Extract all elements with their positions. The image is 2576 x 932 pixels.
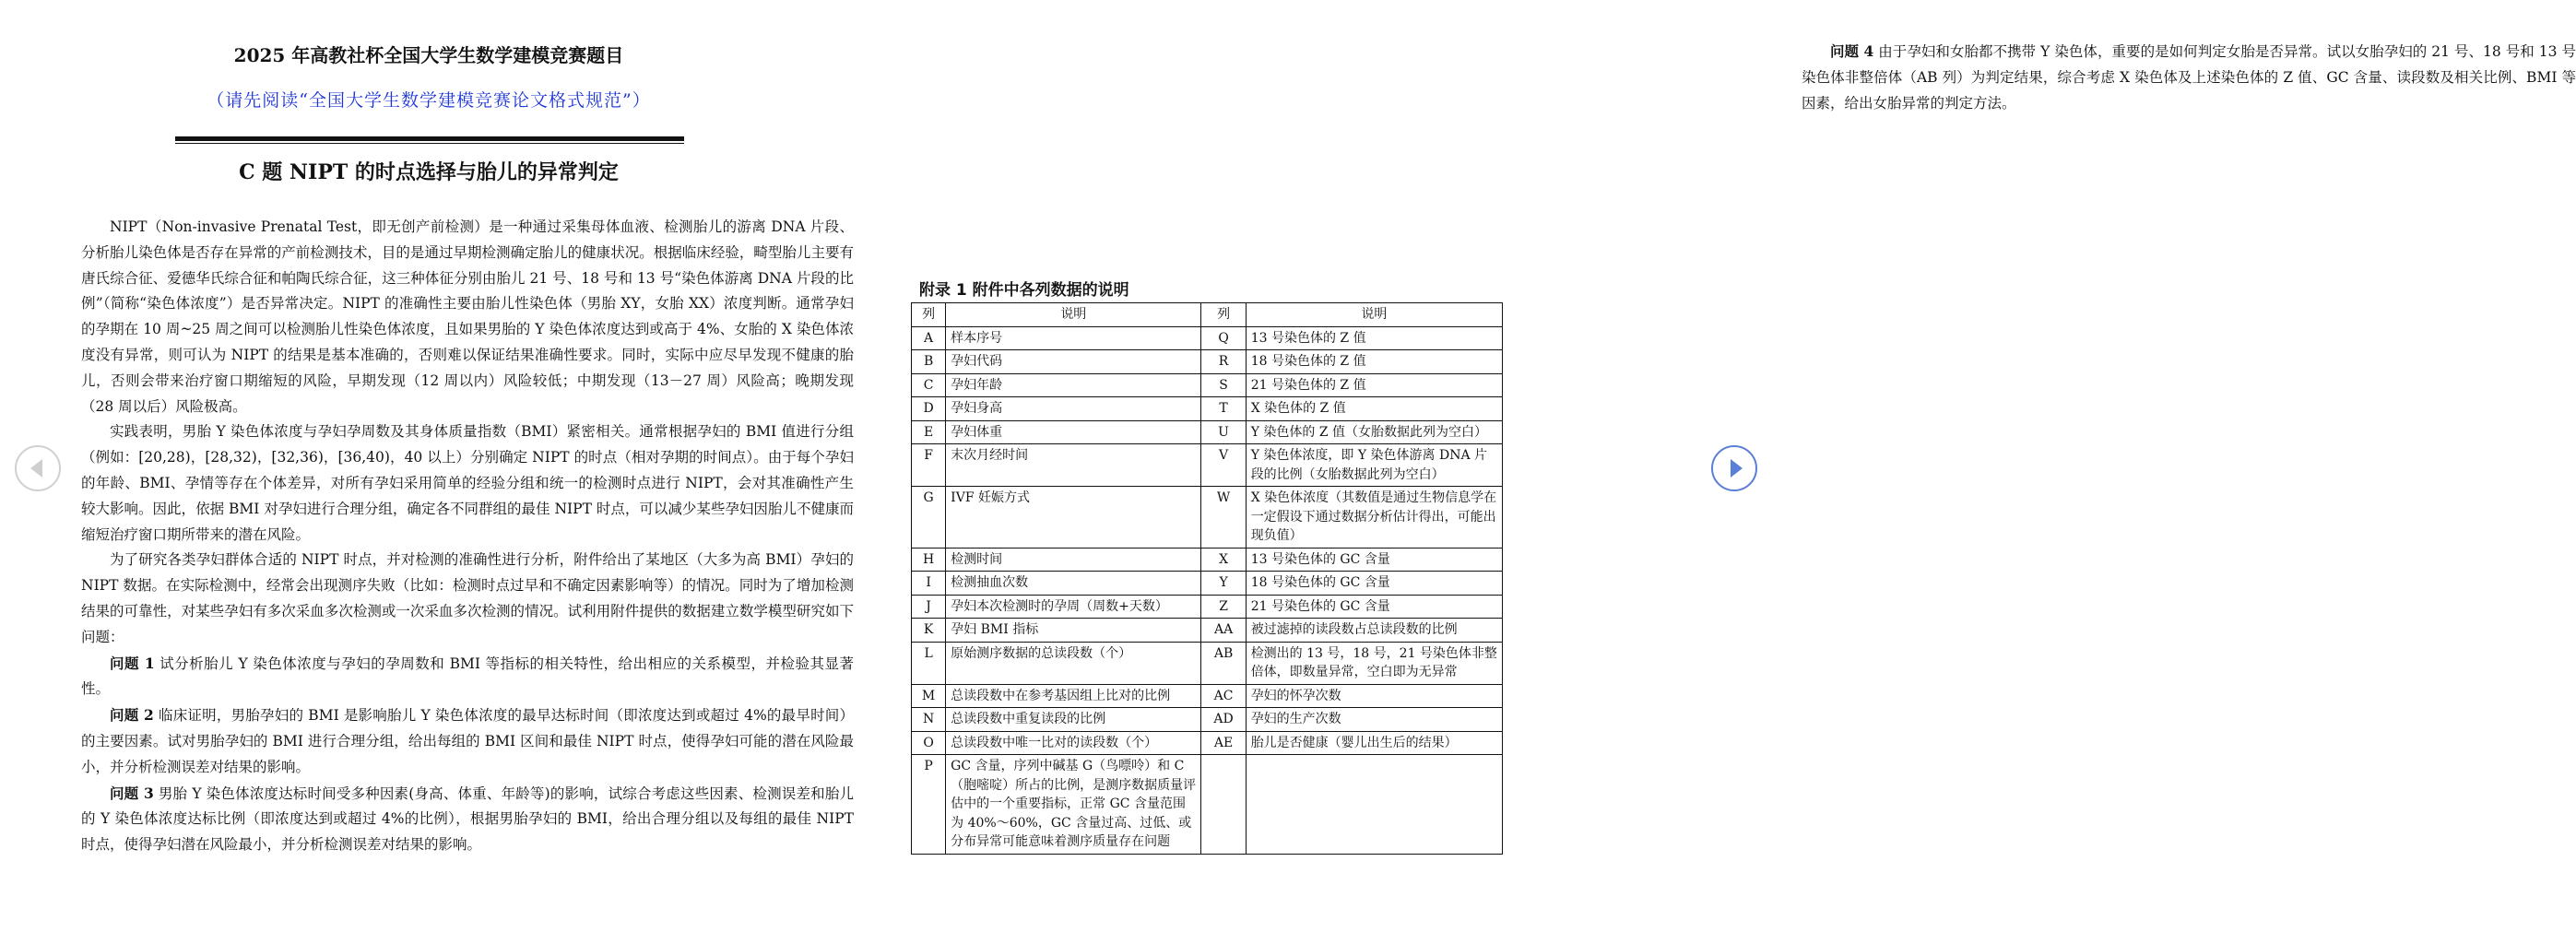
arrow-left-icon (30, 459, 42, 478)
column-letter: P (912, 755, 946, 855)
table-row (912, 487, 1503, 549)
column-letter: J (912, 595, 946, 619)
table-row (912, 731, 1503, 755)
contest-title: 2025 年高教社杯全国大学生数学建模竞赛题目 (233, 44, 624, 66)
table-body (912, 326, 1503, 854)
column-description: 原始测序数据的总读段数（个） (946, 642, 1201, 684)
table-row (912, 444, 1503, 487)
column-description: 样本序号 (946, 326, 1201, 350)
column-letter: B (912, 350, 946, 374)
column-description: 胎儿是否健康（婴儿出生后的结果） (1246, 731, 1502, 755)
column-description: 21 号染色体的 GC 含量 (1246, 595, 1502, 619)
table-row (912, 326, 1503, 350)
table-row (912, 397, 1503, 421)
column-description: 孕妇 BMI 指标 (946, 619, 1201, 643)
problem-title: C 题 NIPT 的时点选择与胎儿的异常判定 (239, 160, 619, 184)
paragraph: NIPT（Non-invasive Prenatal Test，即无创产前检测）是一种通过采集母体血液、检测胎儿的游离 DNA 片段、分析胎儿染色体是否存在异常的产前检测技术，目的是通过早期检测确定胎儿的健康状况。根据临床经验，畸型胎儿主要有唐氏综合征、爱德华氏综合征和帕陶氏综合征，这三种体征分别由胎儿 21 号、18 号和 13 号“染色体游离 DNA 片段的比例”（简称“染色体浓度”）是否异常决定。NIPT 的准确性主要由胎儿性染色体（男胎 XY，女胎 XX）浓度判断。通常孕妇的孕期在 10 周~25 周之间可以检测胎儿性染色体浓度，且如果男胎的 Y 染色体浓度达到或高于 4%、女胎的 X 染色体浓度没有异常，则可认为 NIPT 的结果是基本准确的，否则难以保证结果准确性要求。同时，实际中应尽早发现不健康的胎儿，否则会带来治疗窗口期缩短的风险，早期发现（12 周以内）风险较低；中期发现（13－27 周）风险高；晚期发现（28 周以后）风险极高。 (81, 218, 854, 415)
question-text: 临床证明，男胎孕妇的 BMI 是影响胎儿 Y 染色体浓度的最早达标时间（即浓度达到或超过 4%的最早时间）的主要因素。试对男胎孕妇的 BMI 进行合理分组，给出每组的 BMI 区间和最佳 NIPT 时点，使得孕妇可能的潜在风险最小，并分析检测误差对结果的影响。 (81, 707, 854, 775)
column-description: 总读段数中重复读段的比例 (946, 708, 1201, 732)
table-row (912, 548, 1503, 572)
question-label: 问题 3 (110, 784, 154, 802)
column-letter: X (1201, 548, 1246, 572)
column-description: IVF 妊娠方式 (946, 487, 1201, 549)
table-row (912, 684, 1503, 708)
question-2 (81, 702, 854, 780)
arrow-right-icon (1731, 459, 1743, 478)
column-description: 孕妇的生产次数 (1246, 708, 1502, 732)
table-row (912, 420, 1503, 444)
column-letter: Y (1201, 572, 1246, 596)
table-row (912, 373, 1503, 397)
column-description (1246, 755, 1502, 855)
table-header: 列 (912, 303, 946, 327)
table-row (912, 595, 1503, 619)
question-1 (81, 651, 854, 703)
column-letter: AC (1201, 684, 1246, 708)
column-description: 孕妇的怀孕次数 (1246, 684, 1502, 708)
column-description: 孕妇年龄 (946, 373, 1201, 397)
column-description: 检测时间 (946, 548, 1201, 572)
prev-page-button[interactable] (15, 445, 61, 491)
column-description: GC 含量，序列中碱基 G（鸟嘌呤）和 C（胞嘧啶）所占的比例，是测序数据质量评估中的一个重要指标，正常 GC 含量范围为 40%～60%，GC 含量过高、过低、或分布异常可能意味着测序质量存在问题 (946, 755, 1201, 855)
question-label: 问题 1 (110, 654, 155, 672)
column-description-table (911, 302, 1503, 855)
column-letter: D (912, 397, 946, 421)
column-letter: M (912, 684, 946, 708)
appendix-title: 附录 1 附件中各列数据的说明 (919, 281, 1129, 300)
column-letter: V (1201, 444, 1246, 487)
column-letter: O (912, 731, 946, 755)
column-description: 孕妇身高 (946, 397, 1201, 421)
column-description: X 染色体的 Z 值 (1246, 397, 1502, 421)
question-4 (1802, 39, 2576, 116)
table-header: 说明 (946, 303, 1201, 327)
column-letter: C (912, 373, 946, 397)
column-description: Y 染色体的 Z 值（女胎数据此列为空白） (1246, 420, 1502, 444)
column-description: 21 号染色体的 Z 值 (1246, 373, 1502, 397)
column-description: 被过滤掉的读段数占总读段数的比例 (1246, 619, 1502, 643)
format-notice: （请先阅读“全国大学生数学建模竞赛论文格式规范”） (207, 90, 651, 111)
column-description: 检测出的 13 号，18 号，21 号染色体非整倍体，即数量异常，空白即为无异常 (1246, 642, 1502, 684)
column-letter: I (912, 572, 946, 596)
page-left (0, 0, 885, 932)
title-rule (175, 136, 684, 141)
column-description: 13 号染色体的 Z 值 (1246, 326, 1502, 350)
column-letter: AA (1201, 619, 1246, 643)
question-3 (81, 781, 854, 858)
question-text: 由于孕妇和女胎都不携带 Y 染色体，重要的是如何判定女胎是否异常。试以女胎孕妇的 21 号、18 号和 13 号染色体非整倍体（AB 列）为判定结果，综合考虑 X 染色体及上述染色体的 Z 值、GC 含量、读段数及相关比例、BMI 等因素，给出女胎异常的判定方法。 (1802, 43, 2576, 112)
column-letter: AD (1201, 708, 1246, 732)
column-description: 总读段数中在参考基因组上比对的比例 (946, 684, 1201, 708)
column-letter: T (1201, 397, 1246, 421)
column-letter: Q (1201, 326, 1246, 350)
question-4-block (1802, 39, 2576, 116)
column-letter: A (912, 326, 946, 350)
column-letter: AB (1201, 642, 1246, 684)
problem-body (81, 215, 854, 858)
question-label: 问题 2 (110, 706, 154, 725)
table-row (912, 708, 1503, 732)
title-rule-thin (175, 143, 684, 144)
column-letter: F (912, 444, 946, 487)
next-page-button[interactable] (1711, 445, 1757, 491)
column-letter: N (912, 708, 946, 732)
column-letter: Z (1201, 595, 1246, 619)
column-letter: K (912, 619, 946, 643)
table-row (912, 755, 1503, 855)
table-row (912, 572, 1503, 596)
column-description: 总读段数中唯一比对的读段数（个） (946, 731, 1201, 755)
paragraph: 为了研究各类孕妇群体合适的 NIPT 时点，并对检测的准确性进行分析，附件给出了某地区（大多为高 BMI）孕妇的 NIPT 数据。在实际检测中，经常会出现测序失败（比如：检测时点过早和不确定因素影响等）的情况。同时为了增加检测结果的可靠性，对某些孕妇有多次采血多次检测或一次采血多次检测的情况。试利用附件提供的数据建立数学模型研究如下问题： (81, 551, 854, 645)
table-row (912, 350, 1503, 374)
column-description: X 染色体浓度（其数值是通过生物信息学在一定假设下通过数据分析估计得出，可能出现负值） (1246, 487, 1502, 549)
column-letter: G (912, 487, 946, 549)
column-description: 18 号染色体的 Z 值 (1246, 350, 1502, 374)
column-letter: E (912, 420, 946, 444)
table-row (912, 642, 1503, 684)
table-header-row (912, 303, 1503, 327)
column-description: 末次月经时间 (946, 444, 1201, 487)
column-letter: U (1201, 420, 1246, 444)
table-header: 说明 (1246, 303, 1502, 327)
column-description: Y 染色体浓度，即 Y 染色体游离 DNA 片段的比例（女胎数据此列为空白） (1246, 444, 1502, 487)
table-row (912, 619, 1503, 643)
question-text: 男胎 Y 染色体浓度达标时间受多种因素(身高、体重、年龄等)的影响，试综合考虑这些因素、检测误差和胎儿的 Y 染色体浓度达标比例（即浓度达到或超过 4%的比例），根据男胎孕妇的 BMI，给出合理分组以及每组的最佳 NIPT 时点，使得孕妇潜在风险最小，并分析检测误差对结果的影响。 (81, 785, 854, 854)
column-description: 13 号染色体的 GC 含量 (1246, 548, 1502, 572)
column-letter: R (1201, 350, 1246, 374)
column-description: 孕妇体重 (946, 420, 1201, 444)
column-description: 孕妇本次检测时的孕周（周数+天数） (946, 595, 1201, 619)
column-letter: W (1201, 487, 1246, 549)
column-letter: H (912, 548, 946, 572)
column-description: 孕妇代码 (946, 350, 1201, 374)
column-letter: S (1201, 373, 1246, 397)
column-letter: AE (1201, 731, 1246, 755)
column-letter: L (912, 642, 946, 684)
table-header: 列 (1201, 303, 1246, 327)
question-label: 问题 4 (1830, 42, 1874, 60)
column-description: 18 号染色体的 GC 含量 (1246, 572, 1502, 596)
paragraph: 实践表明，男胎 Y 染色体浓度与孕妇孕周数及其身体质量指数（BMI）紧密相关。通常根据孕妇的 BMI 值进行分组（例如：[20,28)，[28,32)，[32,36)，[36,40)，40 以上）分别确定 NIPT 的时点（相对孕期的时间点）。由于每个孕妇的年龄、BMI、孕情等存在个体差异，对所有孕妇采用简单的经验分组和统一的检测时点进行 NIPT，会对其准确性产生较大影响。因此，依据 BMI 对孕妇进行合理分组，确定各不同群组的最佳 NIPT 时点，可以减少某些孕妇因胎儿不健康而缩短治疗窗口期所带来的潜在风险。 (81, 423, 854, 543)
column-letter (1201, 755, 1246, 855)
column-description: 检测抽血次数 (946, 572, 1201, 596)
question-text: 试分析胎儿 Y 染色体浓度与孕妇的孕周数和 BMI 等指标的相关特性，给出相应的关系模型，并检验其显著性。 (81, 655, 854, 698)
